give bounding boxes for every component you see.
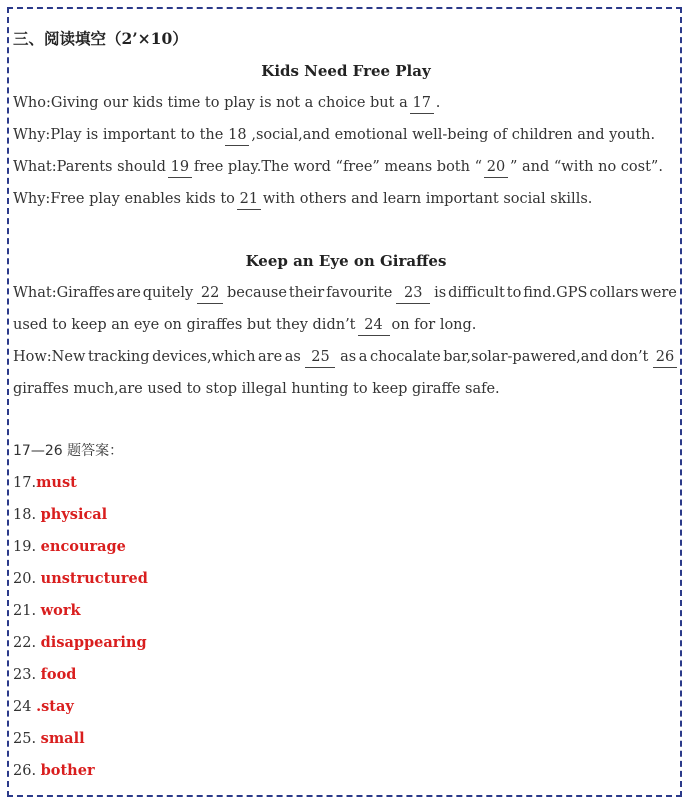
word: because xyxy=(226,285,287,301)
answer-number: 19. xyxy=(13,539,41,555)
word: tracking xyxy=(87,349,150,365)
word: bar,solar-pawered,and xyxy=(443,349,608,365)
blank-17: 17 xyxy=(410,93,434,114)
blank-19: 19 xyxy=(168,157,192,178)
answer-word: disappearing xyxy=(40,634,147,651)
text: Why:Free play enables kids to xyxy=(13,191,235,207)
answer-number: 17. xyxy=(13,475,37,491)
word: devices,which xyxy=(152,349,256,365)
word: were xyxy=(640,285,677,301)
answer-item xyxy=(13,633,147,653)
section-heading: 三、阅读填空（2’×10） xyxy=(13,29,188,48)
passage2-line-4: giraffes much,are used to stop illegal hunting to keep giraffe safe. xyxy=(13,381,500,397)
answer-item xyxy=(13,537,126,557)
passage1-line-4 xyxy=(13,189,592,210)
word: find.GPS xyxy=(523,285,588,301)
word: quitely xyxy=(142,285,194,301)
passage1-line-2 xyxy=(13,125,655,146)
answer-number: 23. xyxy=(13,667,41,683)
text: free play.The word “free” means both “ xyxy=(193,159,482,175)
word: are xyxy=(258,349,283,365)
passage1-line-1 xyxy=(13,93,440,114)
blank-21: 21 xyxy=(237,189,261,210)
passage1-title: Kids Need Free Play xyxy=(261,62,431,80)
text: used to keep an eye on giraffes but they didn’t xyxy=(13,317,356,333)
word: How:New xyxy=(13,349,86,365)
blank-22: 22 xyxy=(197,283,223,304)
answer-item xyxy=(13,665,76,685)
passage2-line-1 xyxy=(13,283,677,304)
passage2-title: Keep an Eye on Giraffes xyxy=(245,252,447,270)
answer-word: physical xyxy=(40,506,108,523)
word: chocalate xyxy=(370,349,441,365)
word: to xyxy=(506,285,522,301)
passage2-line-2 xyxy=(13,315,476,336)
blank-18: 18 xyxy=(225,125,249,146)
answers-title: 17—26 题答案： xyxy=(13,443,124,459)
answer-word: .stay xyxy=(36,698,74,715)
answer-number: 22. xyxy=(13,635,41,651)
blank-25: 25 xyxy=(305,347,335,368)
answer-item xyxy=(13,569,148,589)
blank-24: 24 xyxy=(358,315,390,336)
answer-number: 20. xyxy=(13,571,41,587)
word: are xyxy=(116,285,141,301)
text: Why:Play is important to the xyxy=(13,127,224,143)
passage1-line-3 xyxy=(13,157,663,178)
answer-item xyxy=(13,601,81,621)
answer-word: bother xyxy=(40,762,95,779)
answer-number: 26. xyxy=(13,763,41,779)
answer-item xyxy=(13,505,107,525)
answer-word: must xyxy=(36,474,77,491)
answer-item xyxy=(13,761,95,781)
word: a xyxy=(358,349,368,365)
answer-word: food xyxy=(40,666,77,683)
blank-23: 23 xyxy=(396,283,430,304)
answer-word: unstructured xyxy=(40,570,148,587)
text: ” and “with no cost”. xyxy=(510,159,663,175)
answer-word: small xyxy=(40,730,85,747)
text: What:Parents should xyxy=(13,159,166,175)
answer-number: 18. xyxy=(13,507,41,523)
passage2-line-3 xyxy=(13,347,677,368)
word: What:Giraffes xyxy=(13,285,115,301)
word: their xyxy=(288,285,325,301)
word: as xyxy=(340,349,357,365)
blank-26: 26 xyxy=(653,347,677,368)
answer-item xyxy=(13,697,74,717)
text: with others and learn important social skills. xyxy=(262,191,593,207)
answer-word: work xyxy=(40,602,81,619)
answer-word: encourage xyxy=(40,538,126,555)
word: don’t xyxy=(610,349,649,365)
text: on for long. xyxy=(391,317,477,333)
word: as xyxy=(284,349,301,365)
text: ,social,and emotional well-being of children and youth. xyxy=(251,127,656,143)
blank-20: 20 xyxy=(484,157,508,178)
answer-number: 25. xyxy=(13,731,41,747)
text: . xyxy=(435,95,441,111)
answer-number: 24 xyxy=(13,699,37,715)
text: Who:Giving our kids time to play is not a choice but a xyxy=(13,95,408,111)
word: favourite xyxy=(326,285,393,301)
answer-item xyxy=(13,729,85,749)
answer-number: 21. xyxy=(13,603,41,619)
word: collars xyxy=(589,285,639,301)
answer-item xyxy=(13,473,77,493)
word: difficult xyxy=(448,285,505,301)
word: is xyxy=(434,285,447,301)
